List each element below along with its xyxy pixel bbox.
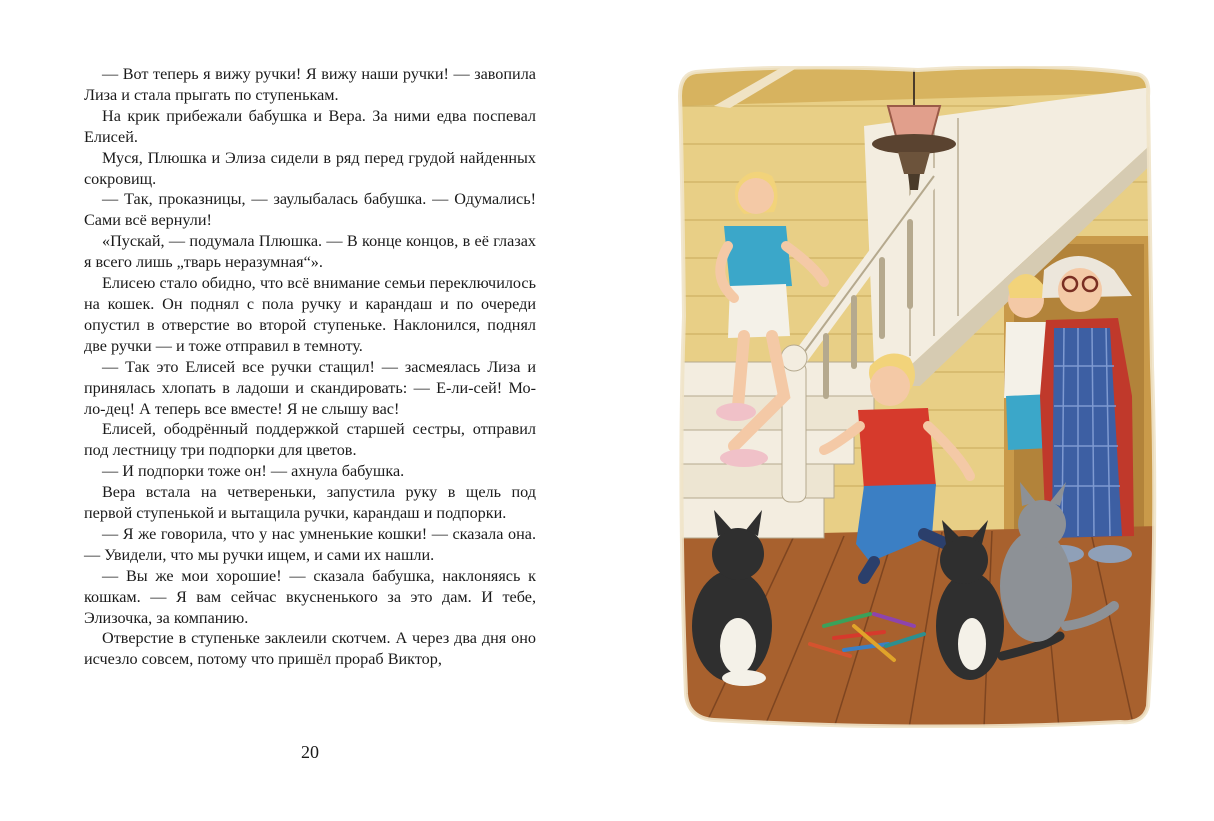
paragraph: Муся, Плюшка и Элиза сидели в ряд перед грудой найденных сокровищ.: [84, 148, 536, 188]
illustration: [674, 66, 1160, 728]
paragraph: Елисею стало обидно, что всё внимание семьи переключилось на кошек. Он поднял с пола ручку и карандаш и по очереди опустил в отверстие во второй ступеньке. Наклонился, поднял две ручки — и тоже отправил в темноту.: [84, 274, 536, 355]
page-number: 20: [301, 742, 319, 762]
text-column: [84, 64, 536, 670]
paragraph: На крик прибежали бабушка и Вера. За ними едва поспевал Елисей.: [84, 106, 536, 146]
paragraph: — Вы же мои хорошие! — сказала бабушка, наклоняясь к кошкам. — Я вам сейчас вкусненького за это дам. И тебе, Элизочка, за компанию.: [84, 566, 536, 627]
paragraph: — Так это Елисей все ручки стащил! — засмеялась Лиза и принялась хлопать в ладоши и скандировать: — Е-ли-сей! Мо-ло-дец! А теперь все вместе! Я не слышу вас!: [84, 357, 536, 418]
staircase-scene-illustration: [674, 66, 1160, 728]
paragraph: Отверстие в ступеньке заклеили скотчем. А через два дня оно исчезло совсем, потому что пришёл прораб Виктор,: [84, 629, 536, 669]
paragraph: — И подпорки тоже он! — ахнула бабушка.: [102, 462, 405, 481]
paragraph: Вера встала на четвереньки, запустила руку в щель под первой ступенькой и вытащила ручки, карандаш и подпорки.: [84, 483, 536, 523]
paragraph: «Пускай, — подумала Плюшка. — В конце концов, в её глазах я всего лишь „тварь неразумная“».: [84, 232, 536, 272]
paragraph: — Вот теперь я вижу ручки! Я вижу наши ручки! — завопила Лиза и стала прыгать по ступенькам.: [84, 65, 536, 104]
paragraph: — Так, проказницы, — заулыбалась бабушка. — Одумались! Сами всё вернули!: [84, 190, 536, 230]
paragraph: Елисей, ободрённый поддержкой старшей сестры, отправил под лестницу три подпорки для цветов.: [84, 420, 536, 460]
paragraph: — Я же говорила, что у нас умненькие кошки! — сказала она. — Увидели, что мы ручки ищем, и сами их нашли.: [84, 524, 536, 564]
